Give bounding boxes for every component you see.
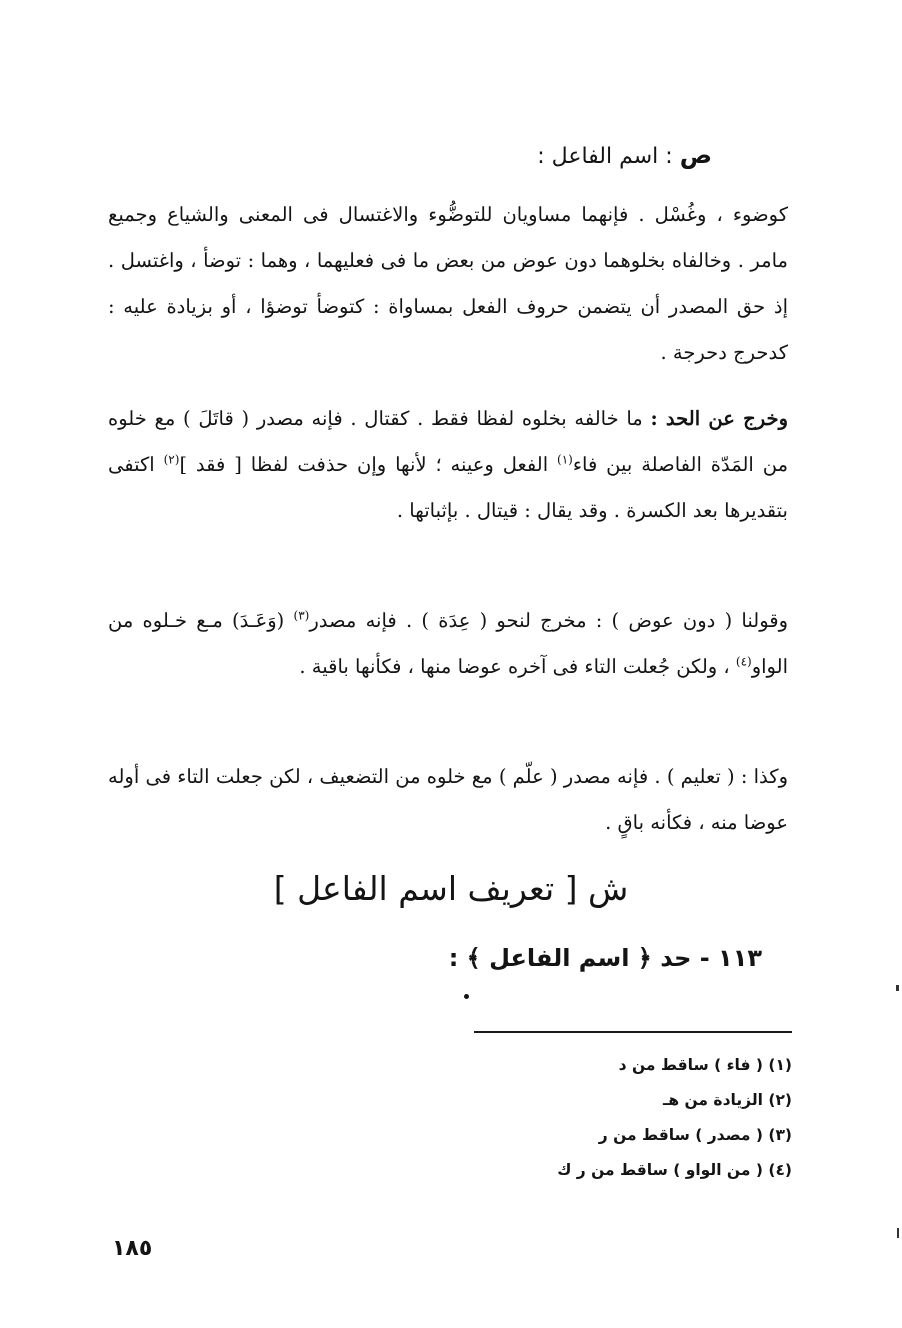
footnote-ref-2: (٢) bbox=[163, 452, 180, 467]
scan-speck bbox=[896, 985, 899, 991]
stray-dot bbox=[464, 994, 469, 999]
paragraph-2-text-b: الفعل وعينه ؛ لأنها وإن حذفت لفظا [ فقد ] bbox=[179, 453, 549, 476]
paragraph-3-text-a: وقولنا ( دون عوض ) : مخرج لنحو ( عِدَة ) . فإنه مصدر bbox=[309, 609, 789, 632]
paragraph-4-text: وكذا : ( تعليم ) . فإنه مصدر ( علّم ) مع خلوه من التضعيف ، لكن جعلت التاء فى أوله عوضا منه ، فكأنه باقٍ . bbox=[108, 765, 788, 834]
paragraph-4 bbox=[108, 754, 788, 846]
section-heading: ش [ تعريف اسم الفاعل ] bbox=[273, 869, 629, 908]
footnote-ref-1: (١) bbox=[557, 452, 573, 467]
footnote-4: (٤) ( من الواو ) ساقط من ر ك bbox=[557, 1161, 792, 1179]
footnote-2: (٢) الزيادة من هـ bbox=[663, 1091, 792, 1109]
paragraph-2 bbox=[108, 396, 788, 534]
scan-speck bbox=[897, 1228, 899, 1238]
running-head bbox=[400, 138, 712, 174]
running-head-title: : اسم الفاعل : bbox=[537, 144, 673, 169]
paragraph-2-text-a: ما خالفه بخلوه لفظا فقط . كقتال . فإنه مصدر ( قاتَلَ ) مع خلوه من المَدّة الفاصلة بين فاء bbox=[108, 407, 789, 476]
footnote-3: (٣) ( مصدر ) ساقط من ر bbox=[598, 1126, 792, 1144]
paragraph-2-text-c: اكتفى بتقديرها بعد الكسرة . وقد يقال : قيتال . بإثباتها . bbox=[108, 453, 788, 522]
paragraph-3-text-c: ، ولكن جُعلت التاء فى آخره عوضا منها ، فكأنها باقية . bbox=[299, 655, 730, 678]
page-number: ١٨٥ bbox=[112, 1236, 153, 1261]
paragraph-1-text: كوضوء ، وغُسْل . فإنهما مساويان للتوضُّوء والاغتسال فى المعنى والشياع وجميع مامر . وخالفاه بخلوهما دون عوض من بعض ما فى فعليهما ، وهما : توضأ ، واغتسل . إذ حق المصدر أن يتضمن حروف الفعل بمساواة : كتوضأ توضؤا ، أو بزيادة عليه : كدحرج دحرجة . bbox=[108, 203, 788, 364]
footnote-ref-4: (٤) bbox=[735, 654, 752, 669]
paragraph-3 bbox=[108, 598, 788, 690]
paragraph-1 bbox=[108, 192, 788, 376]
paragraph-3-text-b: (وَعَـدَ) مـع خـلوه من الواو bbox=[108, 609, 788, 678]
paragraph-2-lead: وخرج عن الحد : bbox=[650, 407, 789, 430]
footnotes bbox=[372, 1048, 792, 1188]
footnote-divider bbox=[474, 1031, 792, 1033]
footnote-1: (١) ( فاء ) ساقط من د bbox=[618, 1056, 792, 1074]
footnote-ref-3: (٣) bbox=[293, 608, 310, 623]
entry-heading: ١١٣ - حد ﴿ اسم الفاعل ﴾ : bbox=[448, 944, 762, 972]
running-head-mark: ص bbox=[679, 141, 712, 169]
